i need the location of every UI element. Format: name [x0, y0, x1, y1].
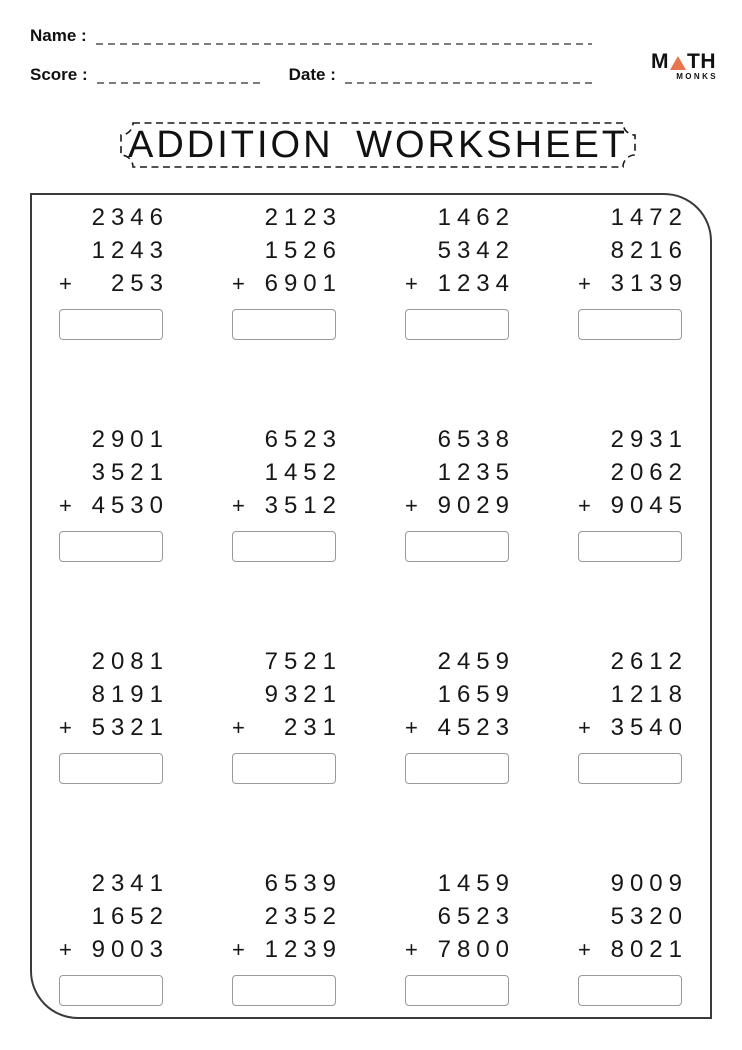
addend-1: 2346: [91, 204, 169, 231]
logo-triangle-icon: [670, 56, 686, 70]
logo-wordmark: [651, 52, 716, 71]
addition-problem: [405, 201, 515, 340]
date-label: Date :: [288, 65, 336, 84]
answer-box[interactable]: [405, 309, 509, 340]
plus-operator: +: [405, 271, 418, 296]
addend-1: 1459: [437, 870, 515, 897]
plus-operator: +: [59, 937, 72, 962]
operator-row: [578, 267, 688, 300]
answer-box[interactable]: [578, 753, 682, 784]
operator-row: [232, 711, 342, 744]
addend-3: 1234: [437, 270, 515, 297]
plus-operator: +: [405, 493, 418, 518]
addend-2: 1652: [91, 903, 169, 930]
addition-problem: [578, 867, 688, 1006]
name-write-line[interactable]: [96, 43, 592, 45]
operator-row: [59, 933, 169, 966]
addend-1: 1462: [437, 204, 515, 231]
math-monks-logo: [651, 52, 716, 81]
addition-problem: [232, 645, 342, 784]
addend-3: 1239: [264, 936, 342, 963]
addend-2: 3521: [91, 459, 169, 486]
operator-row: [232, 267, 342, 300]
plus-operator: +: [578, 271, 591, 296]
addend-1: 7521: [264, 648, 342, 675]
addition-problem: [59, 423, 169, 562]
plus-operator: +: [59, 271, 72, 296]
plus-operator: +: [232, 493, 245, 518]
addition-problem: [578, 201, 688, 340]
page-title: ADDITION WORKSHEET: [127, 123, 629, 166]
answer-box[interactable]: [578, 975, 682, 1006]
addend-1: 2459: [437, 648, 515, 675]
problems-grid: [32, 195, 710, 1006]
operator-row: [59, 489, 169, 522]
addend-1: 2901: [91, 426, 169, 453]
answer-box[interactable]: [405, 753, 509, 784]
plus-operator: +: [232, 715, 245, 740]
plus-operator: +: [578, 937, 591, 962]
addition-problem: [232, 201, 342, 340]
addend-3: 7800: [437, 936, 515, 963]
operator-row: [405, 933, 515, 966]
plus-operator: +: [232, 937, 245, 962]
plus-operator: +: [578, 493, 591, 518]
addend-1: 6538: [437, 426, 515, 453]
addend-3: 3139: [610, 270, 688, 297]
name-label: Name :: [30, 26, 87, 45]
operator-row: [578, 489, 688, 522]
plus-operator: +: [59, 493, 72, 518]
operator-row: [405, 489, 515, 522]
title-plaque: [119, 121, 637, 169]
addition-problem: [59, 201, 169, 340]
addend-1: 2341: [91, 870, 169, 897]
addend-3: 8021: [610, 936, 688, 963]
operator-row: [405, 711, 515, 744]
addend-1: 9009: [610, 870, 688, 897]
addend-3: 253: [110, 270, 169, 297]
score-date-row: [30, 65, 592, 85]
score-write-line[interactable]: [97, 82, 262, 84]
addition-problem: [405, 645, 515, 784]
addend-1: 1472: [610, 204, 688, 231]
operator-row: [232, 489, 342, 522]
addition-problem: [405, 867, 515, 1006]
date-write-line[interactable]: [345, 82, 592, 84]
addend-1: 2123: [264, 204, 342, 231]
addend-3: 9045: [610, 492, 688, 519]
answer-box[interactable]: [578, 309, 682, 340]
addition-problem: [59, 645, 169, 784]
operator-row: [232, 933, 342, 966]
name-field-row: [30, 26, 592, 46]
plus-operator: +: [232, 271, 245, 296]
plus-operator: +: [578, 715, 591, 740]
addend-3: 5321: [91, 714, 169, 741]
addend-2: 8216: [610, 237, 688, 264]
addend-2: 5342: [437, 237, 515, 264]
addend-1: 6523: [264, 426, 342, 453]
answer-box[interactable]: [59, 753, 163, 784]
answer-box[interactable]: [405, 531, 509, 562]
answer-box[interactable]: [59, 975, 163, 1006]
addend-3: 9029: [437, 492, 515, 519]
answer-box[interactable]: [232, 531, 336, 562]
addend-2: 1218: [610, 681, 688, 708]
addend-3: 4530: [91, 492, 169, 519]
operator-row: [578, 711, 688, 744]
operator-row: [578, 933, 688, 966]
answer-box[interactable]: [232, 309, 336, 340]
addend-3: 4523: [437, 714, 515, 741]
addition-problem: [232, 867, 342, 1006]
addend-2: 5320: [610, 903, 688, 930]
operator-row: [405, 267, 515, 300]
plus-operator: +: [59, 715, 72, 740]
addend-2: 1659: [437, 681, 515, 708]
addend-3: 231: [283, 714, 342, 741]
operator-row: [59, 267, 169, 300]
addend-1: 2931: [610, 426, 688, 453]
addend-2: 1452: [264, 459, 342, 486]
addend-2: 9321: [264, 681, 342, 708]
addition-problem: [59, 867, 169, 1006]
answer-box[interactable]: [405, 975, 509, 1006]
addend-1: 6539: [264, 870, 342, 897]
addend-2: 1243: [91, 237, 169, 264]
worksheet-border-box: [30, 193, 712, 1019]
addend-2: 1526: [264, 237, 342, 264]
addition-problem: [405, 423, 515, 562]
addend-2: 1235: [437, 459, 515, 486]
answer-box[interactable]: [578, 531, 682, 562]
answer-box[interactable]: [59, 309, 163, 340]
score-label: Score :: [30, 65, 88, 84]
addend-2: 8191: [91, 681, 169, 708]
plus-operator: +: [405, 937, 418, 962]
operator-row: [59, 711, 169, 744]
addend-1: 2612: [610, 648, 688, 675]
addend-1: 2081: [91, 648, 169, 675]
addition-problem: [232, 423, 342, 562]
addend-2: 2062: [610, 459, 688, 486]
addend-3: 3512: [264, 492, 342, 519]
plus-operator: +: [405, 715, 418, 740]
answer-box[interactable]: [59, 531, 163, 562]
answer-box[interactable]: [232, 753, 336, 784]
logo-subtitle: MONKS: [676, 72, 718, 81]
addend-2: 6523: [437, 903, 515, 930]
answer-box[interactable]: [232, 975, 336, 1006]
addend-3: 3540: [610, 714, 688, 741]
addend-3: 6901: [264, 270, 342, 297]
logo-letter-m: M: [651, 50, 669, 73]
addition-problem: [578, 645, 688, 784]
addition-problem: [578, 423, 688, 562]
addend-3: 9003: [91, 936, 169, 963]
addend-2: 2352: [264, 903, 342, 930]
logo-letters-th: TH: [687, 50, 716, 73]
